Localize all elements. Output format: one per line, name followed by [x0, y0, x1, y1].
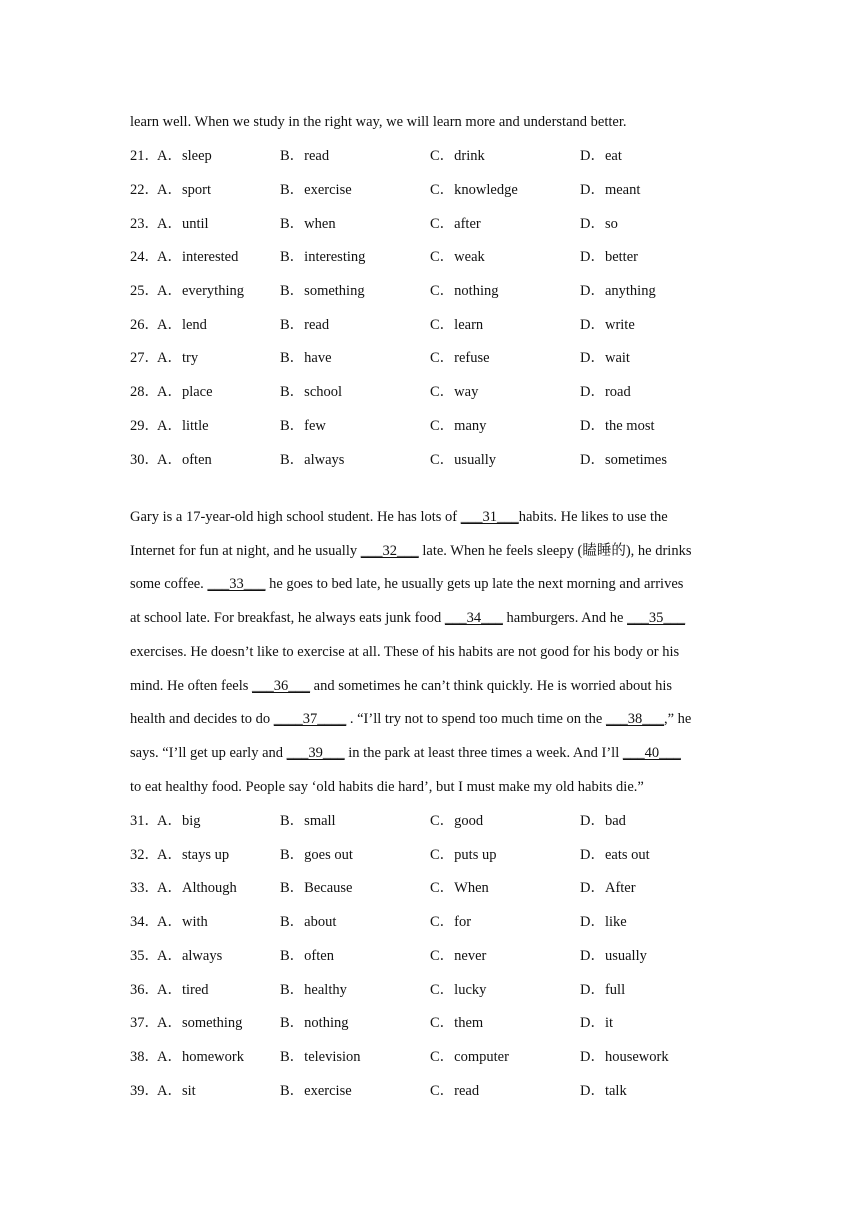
option-b: B．television: [280, 1049, 361, 1065]
option-a: A．sport: [157, 182, 211, 198]
option-d: D．write: [580, 317, 635, 333]
question-number: 27．: [130, 350, 159, 366]
passage-text: at school late. For breakfast, he always eats junk food: [130, 610, 445, 626]
option-b: B．when: [280, 216, 336, 232]
passage-line: [130, 608, 685, 628]
question-row: [130, 450, 770, 470]
passage-line: [130, 743, 681, 763]
option-c: C．puts up: [430, 847, 497, 863]
option-b: B．exercise: [280, 182, 352, 198]
question-row: [130, 416, 770, 436]
question-number: 23．: [130, 216, 159, 232]
blank-32: ___32___: [360, 543, 419, 559]
option-a: A．always: [157, 948, 223, 964]
passage-line: [130, 709, 691, 729]
question-number: 31．: [130, 813, 159, 829]
option-a: A．big: [157, 813, 201, 829]
option-c: C．many: [430, 418, 487, 434]
option-a: A．everything: [157, 283, 244, 299]
option-d: D．wait: [580, 350, 630, 366]
option-b: B．read: [280, 317, 330, 333]
option-a: A．homework: [157, 1049, 244, 1065]
option-c: C．refuse: [430, 350, 490, 366]
question-number: 39．: [130, 1083, 159, 1099]
blank-31: ___31___: [460, 509, 519, 525]
question-number: 22．: [130, 182, 159, 198]
passage-line: exercises. He doesn’t like to exercise at all. These of his habits are not good for his body or his: [130, 644, 680, 660]
passage-text: mind. He often feels: [130, 678, 253, 694]
option-b: B．something: [280, 283, 365, 299]
option-b: B．small: [280, 813, 336, 829]
question-row: [130, 845, 770, 865]
option-a: A．sit: [157, 1083, 196, 1099]
blank-36: ___36___: [252, 678, 311, 694]
option-b: B．have: [280, 350, 332, 366]
passage-text: Internet for fun at night, and he usually: [130, 543, 361, 559]
option-c: C．never: [430, 948, 487, 964]
option-d: D．usually: [580, 948, 647, 964]
passage-text: ,” he: [664, 711, 692, 727]
blank-34: ___34___: [444, 610, 503, 626]
option-b: B．school: [280, 384, 343, 400]
option-a: A．little: [157, 418, 209, 434]
question-row: [130, 247, 770, 267]
blank-37: ____37____: [273, 711, 347, 727]
blank-39: ___39___: [286, 745, 345, 761]
option-a: A．interested: [157, 249, 239, 265]
option-b: B．read: [280, 148, 330, 164]
blank-40: ___40___: [622, 745, 681, 761]
passage-text: some coffee.: [130, 576, 208, 592]
question-row: [130, 281, 770, 301]
option-a: A．until: [157, 216, 209, 232]
option-c: C．drink: [430, 148, 485, 164]
passage-text: . “I’ll try not to spend too much time on the: [346, 711, 606, 727]
question-number: 30．: [130, 452, 159, 468]
question-row: [130, 946, 770, 966]
option-d: D．full: [580, 982, 626, 998]
question-row: [130, 1081, 770, 1101]
question-row: [130, 146, 770, 166]
option-a: A．stays up: [157, 847, 230, 863]
passage-line: [130, 676, 672, 696]
option-d: D．talk: [580, 1083, 627, 1099]
option-c: C．weak: [430, 249, 485, 265]
option-c: C．When: [430, 880, 489, 896]
passage-text: in the park at least three times a week. And I’ll: [344, 745, 623, 761]
option-a: A．with: [157, 914, 208, 930]
question-row: [130, 382, 770, 402]
question-row: [130, 180, 770, 200]
question-row: [130, 912, 770, 932]
question-row: [130, 811, 770, 831]
option-a: A．tired: [157, 982, 209, 998]
option-d: D．meant: [580, 182, 641, 198]
option-c: C．nothing: [430, 283, 499, 299]
option-a: A．place: [157, 384, 213, 400]
option-d: D．After: [580, 880, 636, 896]
option-c: C．usually: [430, 452, 497, 468]
passage-text: habits. He likes to use the: [518, 509, 668, 525]
option-c: C．knowledge: [430, 182, 518, 198]
question-number: 26．: [130, 317, 159, 333]
passage-line: [130, 541, 691, 561]
passage-line: to eat healthy food. People say ‘old habits die hard’, but I must make my old habits die.”: [130, 779, 644, 795]
option-a: A．try: [157, 350, 199, 366]
option-b: B．few: [280, 418, 326, 434]
option-a: A．Although: [157, 880, 237, 896]
option-d: D．the most: [580, 418, 655, 434]
option-d: D．eats out: [580, 847, 650, 863]
option-c: C．them: [430, 1015, 484, 1031]
question-row: [130, 214, 770, 234]
option-d: D．it: [580, 1015, 614, 1031]
option-d: D．road: [580, 384, 631, 400]
question-row: [130, 1047, 770, 1067]
option-b: B．always: [280, 452, 345, 468]
option-a: A．often: [157, 452, 212, 468]
option-c: C．computer: [430, 1049, 509, 1065]
passage-text: hamburgers. And he: [502, 610, 628, 626]
option-d: D．anything: [580, 283, 656, 299]
question-number: 37．: [130, 1015, 159, 1031]
option-d: D．bad: [580, 813, 626, 829]
question-number: 34．: [130, 914, 159, 930]
passage-text: he goes to bed late, he usually gets up late the next morning and arrives: [265, 576, 684, 592]
option-d: D．so: [580, 216, 618, 232]
option-b: B．goes out: [280, 847, 353, 863]
option-c: C．for: [430, 914, 472, 930]
question-number: 32．: [130, 847, 159, 863]
passage-text: late. When he feels sleepy (瞌睡的), he drinks: [418, 543, 692, 559]
blank-33: ___33___: [207, 576, 266, 592]
passage-text: says. “I’ll get up early and: [130, 745, 287, 761]
option-c: C．after: [430, 216, 481, 232]
question-number: 24．: [130, 249, 159, 265]
option-d: D．like: [580, 914, 627, 930]
passage-line: [130, 574, 683, 594]
option-d: D．better: [580, 249, 638, 265]
option-a: A．sleep: [157, 148, 212, 164]
question-number: 36．: [130, 982, 159, 998]
intro-text-tail: learn well. When we study in the right way, we will learn more and understand better.: [130, 114, 627, 130]
option-c: C．lucky: [430, 982, 487, 998]
question-number: 28．: [130, 384, 159, 400]
question-row: [130, 348, 770, 368]
question-number: 38．: [130, 1049, 159, 1065]
question-row: [130, 980, 770, 1000]
question-number: 35．: [130, 948, 159, 964]
option-b: B．healthy: [280, 982, 347, 998]
option-a: A．something: [157, 1015, 243, 1031]
blank-38: ___38___: [606, 711, 664, 727]
option-b: B．Because: [280, 880, 353, 896]
option-d: D．housework: [580, 1049, 669, 1065]
question-number: 33．: [130, 880, 159, 896]
option-b: B．nothing: [280, 1015, 349, 1031]
passage-text: and sometimes he can’t think quickly. He is worried about his: [310, 678, 673, 694]
option-c: C．way: [430, 384, 479, 400]
option-c: C．learn: [430, 317, 484, 333]
question-row: [130, 878, 770, 898]
blank-35: ___35___: [627, 610, 686, 626]
option-d: D．eat: [580, 148, 622, 164]
passage-line: [130, 507, 668, 527]
question-row: [130, 315, 770, 335]
option-a: A．lend: [157, 317, 207, 333]
question-number: 21．: [130, 148, 159, 164]
option-b: B．about: [280, 914, 337, 930]
question-number: 25．: [130, 283, 159, 299]
passage-text: Gary is a 17-year-old high school student. He has lots of: [130, 509, 461, 525]
question-row: [130, 1013, 770, 1033]
option-b: B．interesting: [280, 249, 366, 265]
option-b: B．exercise: [280, 1083, 352, 1099]
option-c: C．read: [430, 1083, 480, 1099]
option-d: D．sometimes: [580, 452, 667, 468]
passage-text: health and decides to do: [130, 711, 274, 727]
question-number: 29．: [130, 418, 159, 434]
option-b: B．often: [280, 948, 334, 964]
option-c: C．good: [430, 813, 484, 829]
